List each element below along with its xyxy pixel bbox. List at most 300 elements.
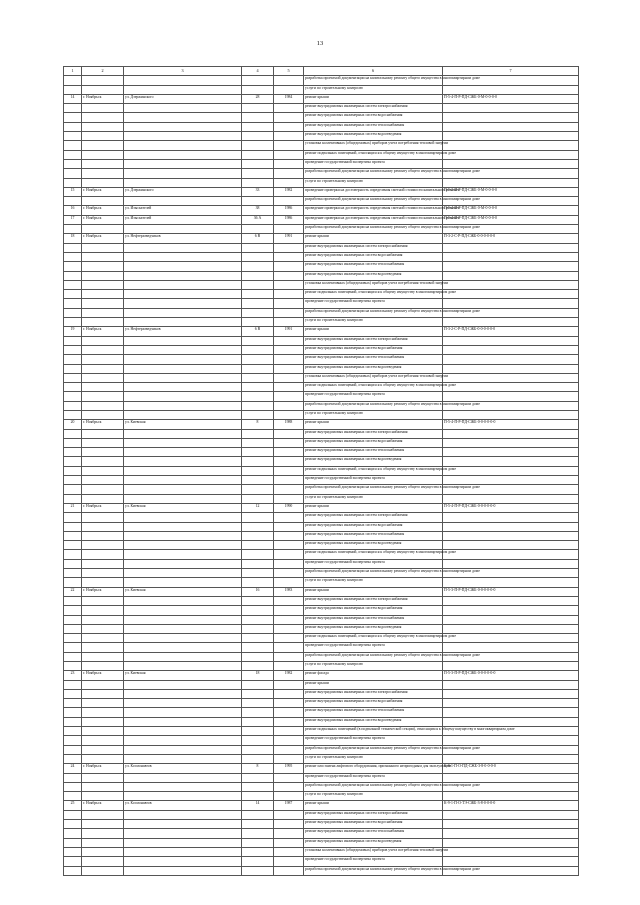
- empty-cell: [242, 866, 274, 875]
- empty-cell: [443, 150, 579, 159]
- empty-cell: [124, 847, 242, 856]
- empty-cell: [242, 104, 274, 113]
- code-cell: П-5-4-П-Р-ПД-СЖБ-0-0-0-0-0-0: [443, 503, 579, 512]
- empty-cell: [82, 159, 124, 168]
- empty-cell: [443, 345, 579, 354]
- empty-cell: [274, 159, 304, 168]
- work-cell: ремонт подвальных помещений, относящихся к общему имуществу в многоквартирном доме: [304, 550, 443, 559]
- empty-cell: [64, 345, 82, 354]
- table-row: [64, 569, 579, 578]
- empty-cell: [274, 466, 304, 475]
- work-cell: услуги по строительному контролю: [304, 410, 443, 419]
- work-cell: разработка проектной документации на капитальному ремонту общего имущества в многоквартирном доме: [304, 485, 443, 494]
- empty-cell: [274, 197, 304, 206]
- empty-cell: [242, 364, 274, 373]
- work-cell: ремонт внутридомовых инженерных систем электроснабжения: [304, 243, 443, 252]
- table-row: [64, 345, 579, 354]
- empty-cell: [64, 513, 82, 522]
- table-row: [64, 308, 579, 317]
- empty-cell: [443, 243, 579, 252]
- work-cell: ремонт внутридомовых инженерных систем водоотведения: [304, 624, 443, 633]
- empty-cell: [242, 652, 274, 661]
- empty-cell: [274, 141, 304, 150]
- city-cell: г. Ноябрьск: [82, 206, 124, 215]
- table-row: [64, 866, 579, 875]
- empty-cell: [124, 76, 242, 85]
- table-row: [64, 76, 579, 85]
- empty-cell: [64, 596, 82, 605]
- work-cell: ремонт крыши: [304, 503, 443, 512]
- empty-cell: [82, 513, 124, 522]
- empty-cell: [242, 531, 274, 540]
- empty-cell: [242, 680, 274, 689]
- empty-cell: [64, 308, 82, 317]
- empty-cell: [64, 550, 82, 559]
- empty-cell: [64, 754, 82, 763]
- street-cell: ул. Киевская: [124, 420, 242, 429]
- empty-cell: [64, 522, 82, 531]
- table-row: [64, 689, 579, 698]
- house-cell: 38: [242, 206, 274, 215]
- empty-cell: [124, 829, 242, 838]
- empty-cell: [82, 280, 124, 289]
- table-row: [64, 104, 579, 113]
- city-cell: г. Ноябрьск: [82, 215, 124, 224]
- empty-cell: [443, 810, 579, 819]
- empty-cell: [242, 838, 274, 847]
- work-cell: проведение государственной экспертизы проекта: [304, 736, 443, 745]
- code-cell: П-5-4-П-Р-ПД-СЖБ-0-М-0-0-0-0: [443, 215, 579, 224]
- empty-cell: [64, 792, 82, 801]
- empty-cell: [82, 847, 124, 856]
- empty-cell: [124, 355, 242, 364]
- house-cell: 6 В: [242, 327, 274, 336]
- empty-cell: [64, 810, 82, 819]
- work-cell: ремонт подвальных помещений, относящихся к общему имуществу в многоквартирном доме: [304, 383, 443, 392]
- empty-cell: [64, 708, 82, 717]
- empty-cell: [443, 792, 579, 801]
- empty-cell: [124, 745, 242, 754]
- empty-cell: [124, 559, 242, 568]
- table-row: [64, 578, 579, 587]
- empty-cell: [82, 782, 124, 791]
- work-cell: проведение государственной экспертизы проекта: [304, 159, 443, 168]
- house-cell: 14: [242, 801, 274, 810]
- empty-cell: [124, 252, 242, 261]
- row-number: 24: [64, 764, 82, 773]
- empty-cell: [124, 132, 242, 141]
- work-cell: разработка проектной документации на капитальному ремонту общего имущества в многоквартирном доме: [304, 569, 443, 578]
- table-row: [64, 541, 579, 550]
- empty-cell: [82, 550, 124, 559]
- col-header: 5: [274, 67, 304, 76]
- work-cell: проведение государственной экспертизы проекта: [304, 857, 443, 866]
- empty-cell: [274, 280, 304, 289]
- empty-cell: [124, 85, 242, 94]
- empty-cell: [64, 122, 82, 131]
- empty-cell: [124, 466, 242, 475]
- street-cell: ул. Изыскателей: [124, 215, 242, 224]
- empty-cell: [242, 252, 274, 261]
- table-row: [64, 792, 579, 801]
- empty-cell: [124, 271, 242, 280]
- empty-cell: [274, 699, 304, 708]
- work-cell: разработка проектной документации на капитальному ремонту общего имущества в многоквартирном доме: [304, 225, 443, 234]
- empty-cell: [64, 699, 82, 708]
- work-cell: ремонт внутридомовых инженерных систем электроснабжения: [304, 689, 443, 698]
- empty-cell: [64, 438, 82, 447]
- empty-cell: [242, 392, 274, 401]
- table-row: [64, 225, 579, 234]
- col-header: 3: [124, 67, 242, 76]
- empty-cell: [274, 596, 304, 605]
- empty-cell: [82, 531, 124, 540]
- empty-cell: [64, 820, 82, 829]
- city-cell: г. Ноябрьск: [82, 187, 124, 196]
- empty-cell: [443, 494, 579, 503]
- col-header: 1: [64, 67, 82, 76]
- empty-cell: [242, 373, 274, 382]
- empty-cell: [82, 624, 124, 633]
- work-cell: ремонт внутридомовых инженерных систем водоснабжения: [304, 113, 443, 122]
- empty-cell: [274, 820, 304, 829]
- work-cell: ремонт внутридомовых инженерных систем электроснабжения: [304, 336, 443, 345]
- table-row: [64, 466, 579, 475]
- row-number: 15: [64, 187, 82, 196]
- empty-cell: [82, 596, 124, 605]
- empty-cell: [242, 132, 274, 141]
- empty-cell: [274, 643, 304, 652]
- empty-cell: [242, 290, 274, 299]
- street-cell: ул. Киевская: [124, 671, 242, 680]
- empty-cell: [64, 485, 82, 494]
- empty-cell: [443, 383, 579, 392]
- work-cell: ремонт крыши: [304, 234, 443, 243]
- year-cell: 1991: [274, 234, 304, 243]
- work-cell: разработка проектной документации на капитальному ремонту общего имущества в многоквартирном доме: [304, 308, 443, 317]
- empty-cell: [124, 364, 242, 373]
- empty-cell: [274, 104, 304, 113]
- empty-cell: [242, 113, 274, 122]
- street-cell: ул. Космонавтов: [124, 764, 242, 773]
- work-cell: ремонт подвальных помещений, относящихся к общему имуществу в многоквартирном доме: [304, 466, 443, 475]
- empty-cell: [443, 624, 579, 633]
- table-row: [64, 522, 579, 531]
- empty-cell: [242, 150, 274, 159]
- empty-cell: [443, 290, 579, 299]
- empty-cell: [242, 85, 274, 94]
- empty-cell: [64, 559, 82, 568]
- table-row: [64, 587, 579, 596]
- year-cell: 1988: [274, 420, 304, 429]
- empty-cell: [274, 448, 304, 457]
- row-number: 23: [64, 671, 82, 680]
- empty-cell: [124, 383, 242, 392]
- empty-cell: [82, 578, 124, 587]
- empty-cell: [443, 513, 579, 522]
- empty-cell: [443, 410, 579, 419]
- empty-cell: [124, 122, 242, 131]
- empty-cell: [82, 866, 124, 875]
- empty-cell: [242, 624, 274, 633]
- empty-cell: [274, 132, 304, 141]
- empty-cell: [274, 606, 304, 615]
- code-cell: К-9-1-П-О-ПД-СЖБ-3-8-0-0-0-0: [443, 764, 579, 773]
- table-row: [64, 410, 579, 419]
- empty-cell: [64, 476, 82, 485]
- empty-cell: [443, 159, 579, 168]
- empty-cell: [443, 318, 579, 327]
- empty-cell: [124, 838, 242, 847]
- city-cell: г. Ноябрьск: [82, 420, 124, 429]
- empty-cell: [124, 457, 242, 466]
- table-row: [64, 634, 579, 643]
- work-cell: ремонт внутридомовых инженерных систем теплоснабжения: [304, 355, 443, 364]
- header-row: [64, 67, 579, 76]
- table-row: [64, 699, 579, 708]
- work-cell: установка коллективных (общедомовых) приборов учета потребления тепловой энергии: [304, 280, 443, 289]
- empty-cell: [64, 466, 82, 475]
- empty-cell: [64, 457, 82, 466]
- empty-cell: [274, 680, 304, 689]
- empty-cell: [64, 132, 82, 141]
- work-cell: установка коллективных (общедомовых) приборов учета потребления тепловой энергии: [304, 847, 443, 856]
- empty-cell: [274, 689, 304, 698]
- empty-cell: [242, 745, 274, 754]
- work-cell: ремонт внутридомовых инженерных систем водоснабжения: [304, 820, 443, 829]
- table-row: [64, 94, 579, 103]
- empty-cell: [274, 559, 304, 568]
- empty-cell: [443, 113, 579, 122]
- empty-cell: [64, 85, 82, 94]
- empty-cell: [242, 169, 274, 178]
- table-row: [64, 355, 579, 364]
- table-row: [64, 197, 579, 206]
- city-cell: г. Ноябрьск: [82, 764, 124, 773]
- work-cell: ремонт внутридомовых инженерных систем электроснабжения: [304, 810, 443, 819]
- empty-cell: [124, 643, 242, 652]
- empty-cell: [64, 252, 82, 261]
- work-cell: услуги по строительному контролю: [304, 792, 443, 801]
- col-header: 4: [242, 67, 274, 76]
- empty-cell: [443, 392, 579, 401]
- table-row: [64, 727, 579, 736]
- empty-cell: [82, 104, 124, 113]
- house-cell: 36 А: [242, 215, 274, 224]
- empty-cell: [64, 262, 82, 271]
- empty-cell: [124, 634, 242, 643]
- empty-cell: [64, 299, 82, 308]
- empty-cell: [124, 782, 242, 791]
- empty-cell: [64, 197, 82, 206]
- work-cell: ремонт внутридомовых инженерных систем теплоснабжения: [304, 615, 443, 624]
- empty-cell: [64, 662, 82, 671]
- table-row: [64, 438, 579, 447]
- year-cell: 1982: [274, 671, 304, 680]
- work-cell: ремонт внутридомовых инженерных систем водоотведения: [304, 457, 443, 466]
- empty-cell: [82, 290, 124, 299]
- table-row: [64, 857, 579, 866]
- empty-cell: [82, 466, 124, 475]
- empty-cell: [82, 225, 124, 234]
- table-row: [64, 448, 579, 457]
- empty-cell: [274, 624, 304, 633]
- empty-cell: [443, 438, 579, 447]
- empty-cell: [124, 866, 242, 875]
- empty-cell: [82, 429, 124, 438]
- empty-cell: [242, 717, 274, 726]
- empty-cell: [443, 280, 579, 289]
- empty-cell: [242, 754, 274, 763]
- table-row: [64, 364, 579, 373]
- empty-cell: [242, 197, 274, 206]
- empty-cell: [242, 578, 274, 587]
- empty-cell: [64, 290, 82, 299]
- empty-cell: [242, 355, 274, 364]
- empty-cell: [64, 578, 82, 587]
- empty-cell: [242, 76, 274, 85]
- code-cell: П-5-2-П-Р-ПД-СЖБ-0-М-0-0-0-0: [443, 187, 579, 196]
- empty-cell: [274, 290, 304, 299]
- empty-cell: [242, 643, 274, 652]
- year-cell: 1982: [274, 187, 304, 196]
- work-cell: проведение государственной экспертизы проекта: [304, 476, 443, 485]
- empty-cell: [242, 308, 274, 317]
- work-cell: ремонт внутридомовых инженерных систем теплоснабжения: [304, 262, 443, 271]
- row-number: 21: [64, 503, 82, 512]
- empty-cell: [443, 550, 579, 559]
- col-header: 7: [443, 67, 579, 76]
- empty-cell: [124, 178, 242, 187]
- empty-cell: [124, 159, 242, 168]
- house-cell: 8: [242, 764, 274, 773]
- empty-cell: [242, 689, 274, 698]
- empty-cell: [124, 578, 242, 587]
- table-row: [64, 513, 579, 522]
- work-cell: разработка проектной документации на капитальному ремонту общего имущества в многоквартирном доме: [304, 76, 443, 85]
- empty-cell: [443, 596, 579, 605]
- work-cell: ремонт подвальных помещений (в подвальной технической секции), относящихся к общему имуществу в многоквартирном доме: [304, 727, 443, 736]
- empty-cell: [274, 225, 304, 234]
- empty-cell: [274, 634, 304, 643]
- work-cell: услуги по строительному контролю: [304, 494, 443, 503]
- empty-cell: [64, 829, 82, 838]
- empty-cell: [274, 476, 304, 485]
- empty-cell: [64, 383, 82, 392]
- empty-cell: [443, 615, 579, 624]
- empty-cell: [274, 85, 304, 94]
- empty-cell: [82, 355, 124, 364]
- empty-cell: [242, 318, 274, 327]
- empty-cell: [242, 401, 274, 410]
- table-row: [64, 531, 579, 540]
- empty-cell: [242, 550, 274, 559]
- empty-cell: [242, 457, 274, 466]
- empty-cell: [274, 262, 304, 271]
- table-row: [64, 299, 579, 308]
- table-row: [64, 290, 579, 299]
- empty-cell: [124, 476, 242, 485]
- row-number: 22: [64, 587, 82, 596]
- table-row: [64, 336, 579, 345]
- empty-cell: [82, 113, 124, 122]
- empty-cell: [64, 541, 82, 550]
- empty-cell: [64, 243, 82, 252]
- work-cell: ремонт или замена лифтового оборудования, признанного непригодным для эксплуатации: [304, 764, 443, 773]
- empty-cell: [64, 847, 82, 856]
- work-cell: услуги по строительному контролю: [304, 318, 443, 327]
- empty-cell: [443, 271, 579, 280]
- empty-cell: [124, 792, 242, 801]
- table-row: [64, 318, 579, 327]
- empty-cell: [82, 829, 124, 838]
- empty-cell: [82, 383, 124, 392]
- empty-cell: [443, 141, 579, 150]
- empty-cell: [64, 717, 82, 726]
- empty-cell: [64, 448, 82, 457]
- empty-cell: [124, 810, 242, 819]
- table-row: [64, 847, 579, 856]
- empty-cell: [82, 476, 124, 485]
- empty-cell: [242, 159, 274, 168]
- table-row: [64, 262, 579, 271]
- work-cell: проведение государственной экспертизы проекта: [304, 559, 443, 568]
- work-cell: ремонт внутридомовых инженерных систем водоотведения: [304, 132, 443, 141]
- table-row: [64, 280, 579, 289]
- empty-cell: [443, 104, 579, 113]
- empty-cell: [443, 662, 579, 671]
- year-cell: 1986: [274, 206, 304, 215]
- row-number: 19: [64, 327, 82, 336]
- empty-cell: [274, 727, 304, 736]
- work-cell: ремонт внутридомовых инженерных систем электроснабжения: [304, 429, 443, 438]
- empty-cell: [82, 457, 124, 466]
- empty-cell: [274, 550, 304, 559]
- work-cell: проведение проверки на достоверность определения сметной стоимости капитального ремонта: [304, 215, 443, 224]
- empty-cell: [443, 336, 579, 345]
- table-row: [64, 596, 579, 605]
- empty-cell: [82, 857, 124, 866]
- empty-cell: [242, 280, 274, 289]
- empty-cell: [64, 271, 82, 280]
- city-cell: г. Ноябрьск: [82, 671, 124, 680]
- empty-cell: [64, 225, 82, 234]
- empty-cell: [443, 606, 579, 615]
- empty-cell: [82, 754, 124, 763]
- empty-cell: [274, 541, 304, 550]
- empty-cell: [82, 197, 124, 206]
- work-cell: ремонт внутридомовых инженерных систем водоснабжения: [304, 438, 443, 447]
- table-row: [64, 373, 579, 382]
- empty-cell: [443, 680, 579, 689]
- empty-cell: [124, 280, 242, 289]
- empty-cell: [443, 178, 579, 187]
- house-cell: 16: [242, 587, 274, 596]
- empty-cell: [274, 373, 304, 382]
- table-row: [64, 234, 579, 243]
- table-row: [64, 169, 579, 178]
- empty-cell: [242, 383, 274, 392]
- table-row: [64, 494, 579, 503]
- work-cell: ремонт внутридомовых инженерных систем водоснабжения: [304, 252, 443, 261]
- empty-cell: [124, 197, 242, 206]
- work-cell: ремонт внутридомовых инженерных систем водоотведения: [304, 364, 443, 373]
- street-cell: ул. Космонавтов: [124, 801, 242, 810]
- empty-cell: [64, 606, 82, 615]
- table-row: [64, 829, 579, 838]
- empty-cell: [443, 689, 579, 698]
- work-cell: ремонт крыши: [304, 94, 443, 103]
